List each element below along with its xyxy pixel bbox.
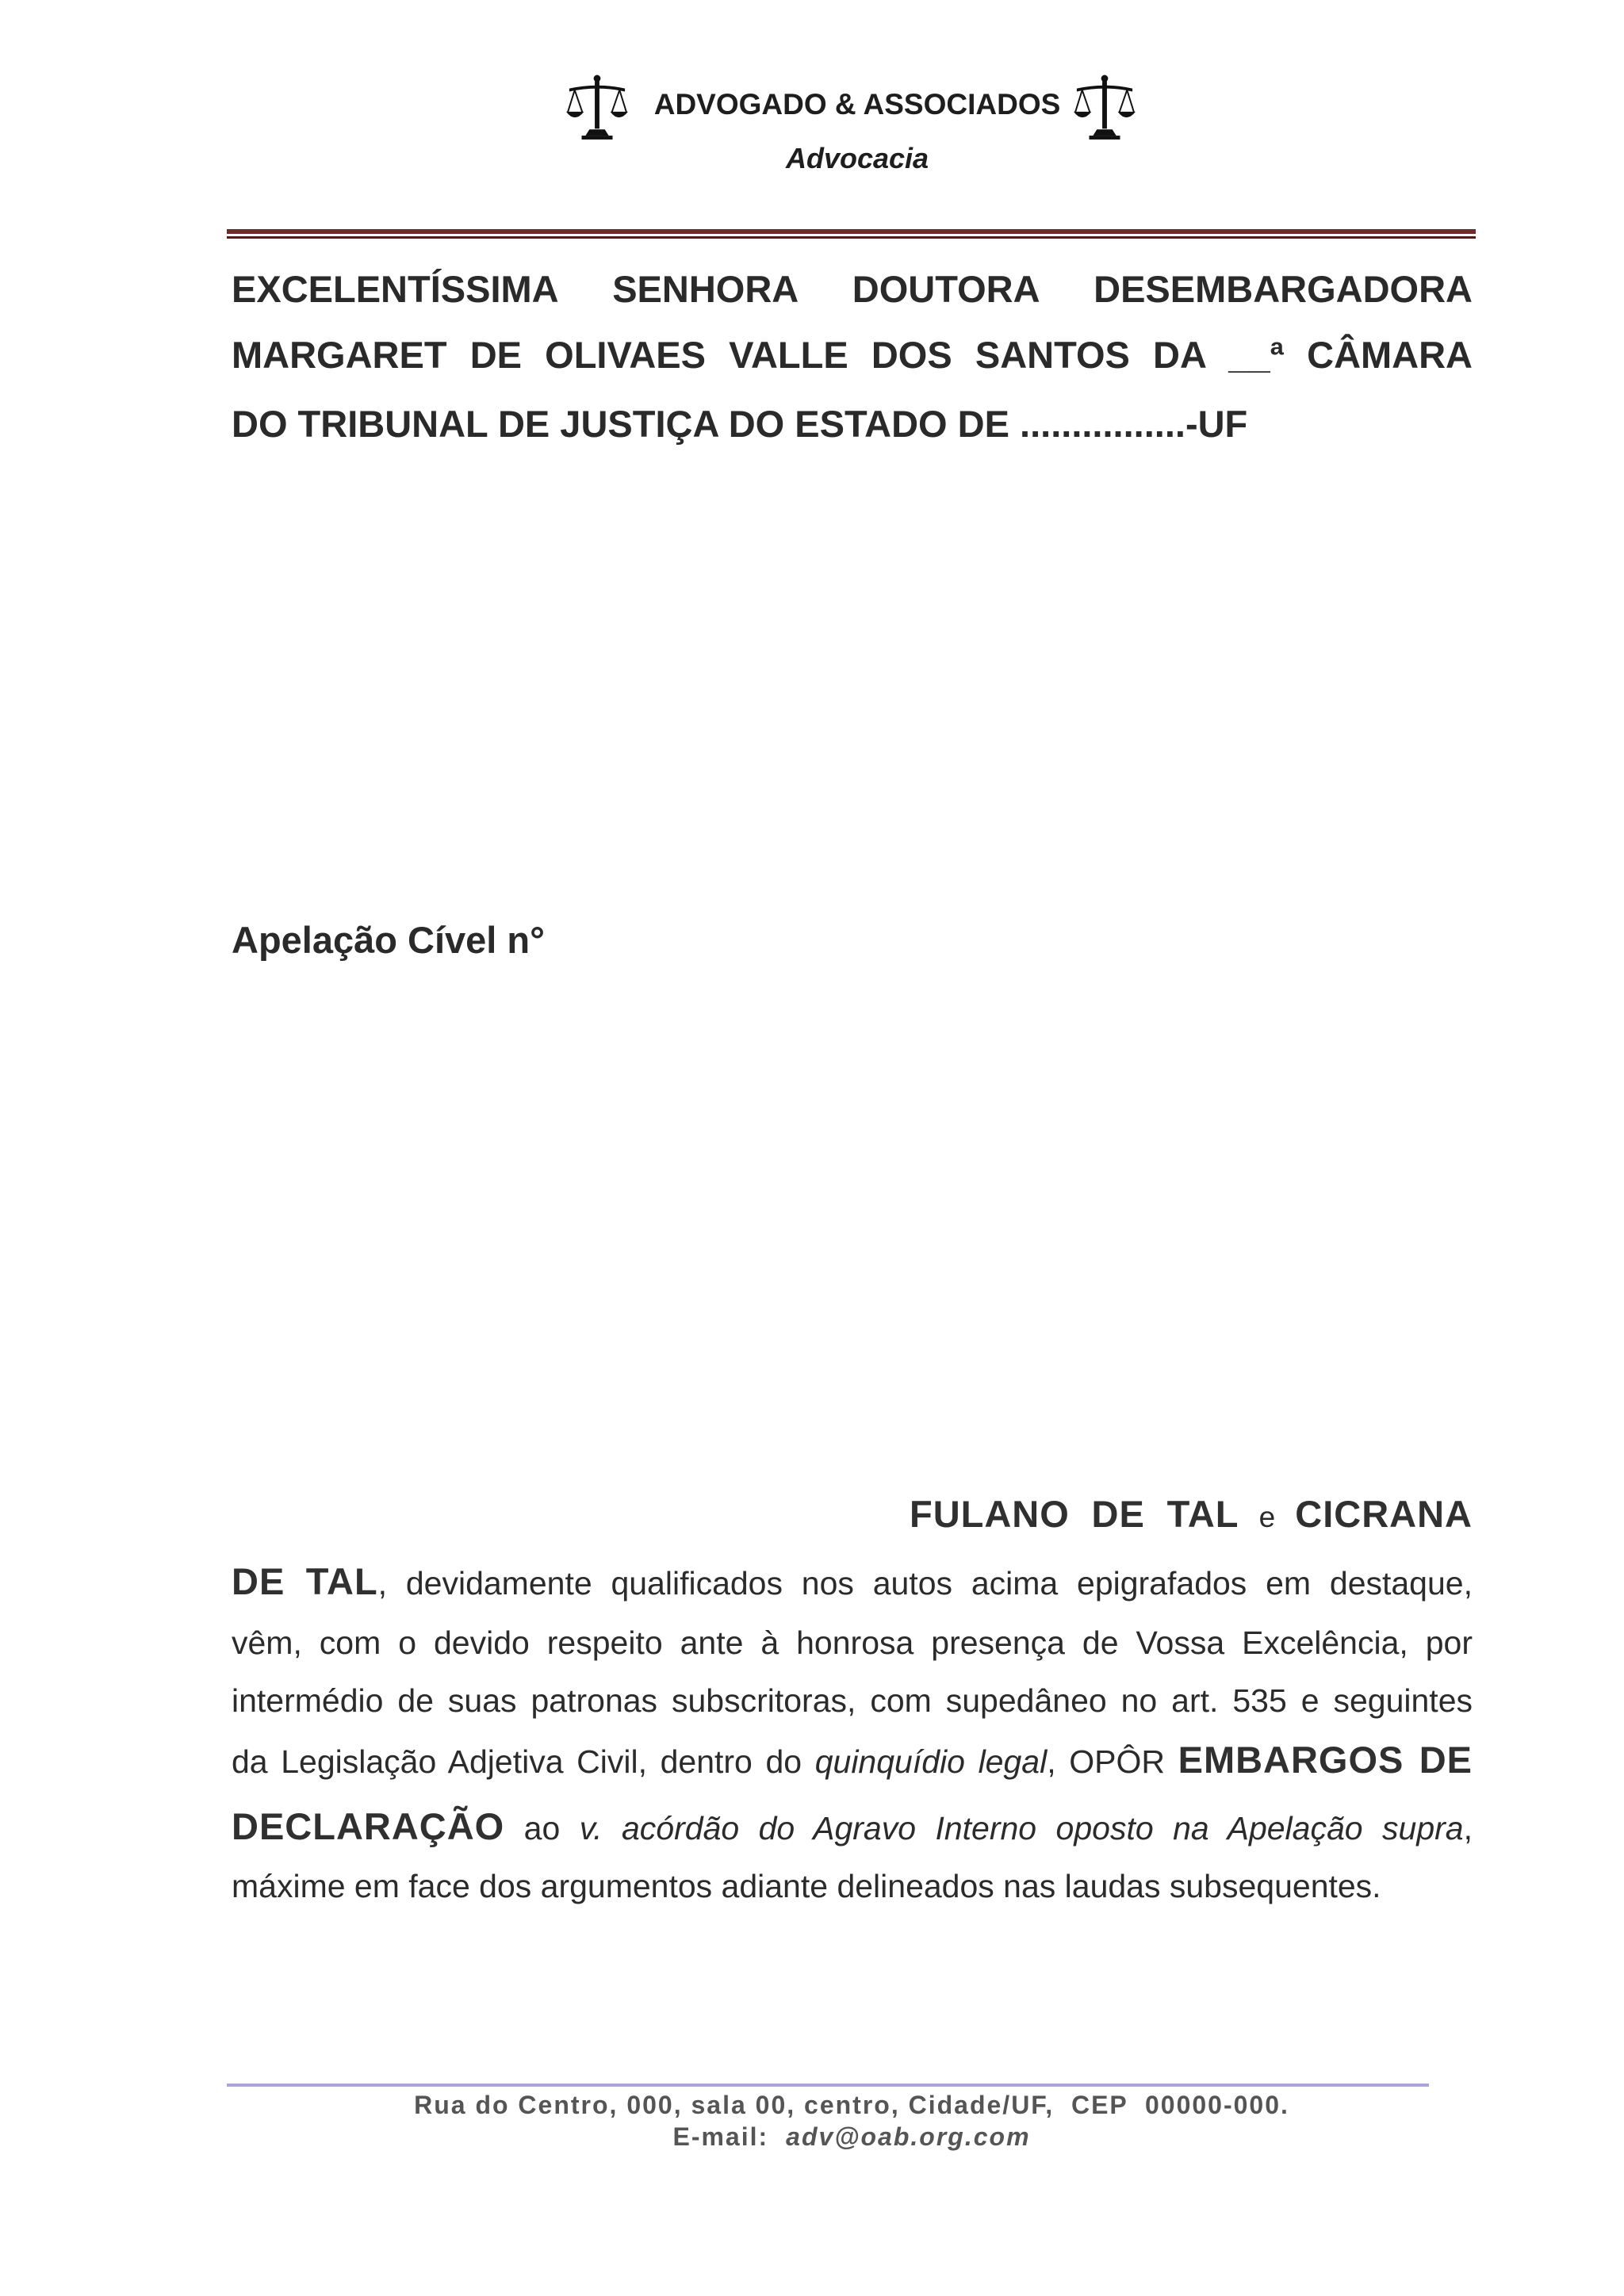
scales-of-justice-icon	[1074, 73, 1136, 141]
header-rule-thin	[227, 236, 1476, 239]
petition-line	[232, 1738, 1473, 1785]
header-rule	[227, 229, 1476, 234]
petition-line: vêm, com o devido respeito ante à honrosa presença de Vossa Excelência, por	[232, 1624, 1473, 1661]
email-address[interactable]: adv@oab.org.com	[786, 2122, 1031, 2151]
firm-name: ADVOGADO & ASSOCIADOS	[653, 88, 1061, 121]
petition-text: , devidamente qualificados nos autos acima epigrafados em destaque,	[377, 1565, 1473, 1601]
petition-line	[910, 1492, 1473, 1540]
email-label: E-mail:	[672, 2122, 769, 2151]
addressee-line: DO TRIBUNAL DE JUSTIÇA DO ESTADO DE ................-UF	[232, 403, 1248, 445]
motion-title: DECLARAÇÃO	[232, 1805, 505, 1847]
footer-address: Rua do Centro, 000, sala 00, centro, Cidade/UF, CEP 00000-000.	[414, 2091, 1289, 2119]
petition-text: , OPÔR	[1047, 1743, 1178, 1780]
petition-text: da Legislação Adjetiva Civil, dentro do	[232, 1743, 815, 1780]
conjunction: e	[1258, 1501, 1276, 1533]
addressee-line: MARGARET DE OLIVAES VALLE DOS SANTOS DA __ª CÂMARA	[232, 334, 1473, 376]
petition-line	[232, 1559, 1473, 1607]
party-name: FULANO DE TAL	[910, 1493, 1239, 1535]
footer-rule	[227, 2084, 1429, 2087]
party-name: DE TAL	[232, 1560, 378, 1602]
petition-line: máxime em face dos argumentos adiante delineados nas laudas subsequentes.	[232, 1868, 1381, 1904]
party-name: CICRANA	[1295, 1493, 1473, 1535]
motion-title: EMBARGOS DE	[1178, 1739, 1473, 1781]
petition-line: intermédio de suas patronas subscritoras, com supedâneo no art. 535 e seguintes	[232, 1682, 1473, 1719]
firm-subtitle: Advocacia	[785, 142, 929, 174]
petition-italic-text: v. acórdão do Agravo Interno oposto na Apelação supra	[579, 1810, 1464, 1846]
petition-line	[232, 1804, 1473, 1852]
addressee-line: EXCELENTÍSSIMA SENHORA DOUTORA DESEMBARGADORA	[232, 268, 1473, 310]
case-reference: Apelação Cível n°	[232, 919, 545, 961]
footer-email-line	[227, 2124, 1477, 2149]
petition-italic-text: quinquídio legal	[814, 1743, 1048, 1780]
petition-text: ao	[504, 1810, 580, 1846]
petition-text: ,	[1463, 1810, 1473, 1846]
